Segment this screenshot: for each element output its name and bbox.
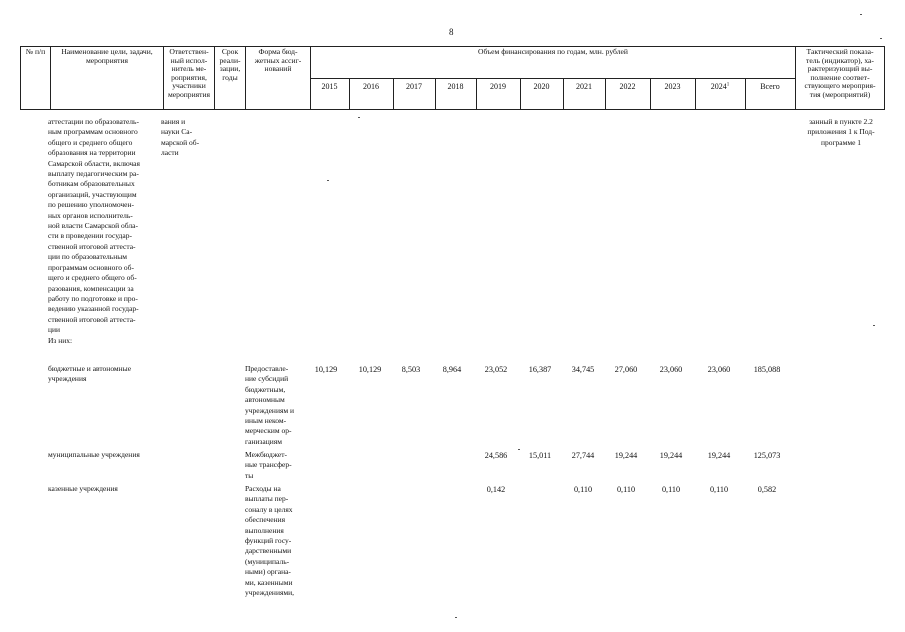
measure-description: аттестации по образователь- ным программам основного общего и среднего общего образования на территории Самарской области, включая выплату педагогическим ра- ботникам образовательных организаций, участвующим по решению уполномочен- ных органов исполнитель- ной власти Самарской обла- сти в проведении государ- ственной итоговой аттеста- ции по образовательным программам основного об- щего и среднего общего об- разования, компенсации за работу по подготовке и про- ведению указанной государ- ственной итоговой аттеста- ции: [48, 117, 140, 335]
page-number: 8: [449, 27, 454, 37]
table-header: [20, 46, 884, 110]
year-2017: 2017: [406, 82, 422, 91]
value-2019: 24,586: [484, 451, 508, 460]
value-2023: 19,244: [659, 451, 683, 460]
footnote-mark: 1: [726, 82, 730, 88]
year-2021: 2021: [576, 82, 592, 91]
value-total: 0,582: [757, 485, 777, 494]
value-2018: 8,964: [442, 365, 462, 374]
value-2015: 10,129: [314, 365, 338, 374]
col-form-header: Форма бюд- жетных ассиг- нований: [254, 47, 302, 74]
value-2019: 23,052: [484, 365, 508, 374]
scan-speck: [860, 14, 862, 15]
scan-speck: [358, 117, 360, 118]
row-form: Предоставле- ние субсидий бюджетным, автономным учреждениям и иным неком- мерческим ор- ганизациям: [245, 364, 295, 446]
col-term-header: Срок реали- зации, годы: [219, 47, 241, 82]
header-bottom-border: [20, 109, 884, 110]
value-2021: 27,744: [571, 451, 595, 460]
value-2020: 15,011: [528, 451, 552, 460]
col-financing-header: Объем финансирования по годам, млн. рублей: [478, 47, 628, 56]
col-target-header: Тактический показа- тель (индикатор), ха- рактеризующий вы- полнение соответ- ствующего мероприя- тия (мероприятий): [804, 47, 876, 99]
value-2024: 23,060: [707, 365, 731, 374]
scan-speck: [873, 325, 875, 326]
col-executor-header: Ответствен- ный испол- нитель ме- роприятия, участники мероприятия: [167, 47, 211, 99]
year-2024: [695, 82, 745, 91]
row-form: Межбюджет- ные трансфер- ты: [245, 450, 292, 480]
executor-text: вания и науки Са- марской об- ласти: [161, 117, 200, 158]
value-total: 185,088: [753, 365, 781, 374]
scan-speck: [880, 38, 882, 39]
year-total: Всего: [760, 82, 780, 91]
year-2023: 2023: [664, 82, 681, 91]
scan-speck: [455, 617, 457, 618]
year-2024-label: 2024: [710, 82, 727, 91]
value-total: 125,073: [753, 451, 781, 460]
years-divider: [310, 78, 795, 79]
value-2021: 0,110: [573, 485, 593, 494]
value-2021: 34,745: [571, 365, 595, 374]
value-2023: 0,110: [661, 485, 681, 494]
row-name: муниципальные учреждения: [48, 450, 140, 459]
col-number-header: № п/п: [25, 47, 46, 56]
scan-speck: [327, 180, 329, 181]
vline: [884, 46, 885, 110]
year-2016: 2016: [363, 82, 379, 91]
value-2023: 23,060: [659, 365, 683, 374]
value-2024: 0,110: [709, 485, 729, 494]
value-2022: 19,244: [614, 451, 638, 460]
target-indicator-text: занный в пункте 2.2 приложения 1 к Под- программе 1: [807, 117, 875, 147]
year-2020: 2020: [533, 82, 550, 91]
year-2018: 2018: [447, 82, 464, 91]
row-form: Расходы на выплаты пер- соналу в целях обеспечения выполнения функций госу- дарственными (муниципаль- ными) органа- ми, казенными учреждениями,: [245, 484, 295, 598]
value-2022: 0,110: [616, 485, 636, 494]
year-2019: 2019: [490, 82, 506, 91]
value-2022: 27,060: [614, 365, 638, 374]
year-2015: 2015: [321, 82, 338, 91]
year-2022: 2022: [619, 82, 636, 91]
row-name: казенные учреждения: [48, 484, 118, 493]
scan-speck: [518, 449, 520, 450]
value-2024: 19,244: [707, 451, 731, 460]
col-name-header: Наименование цели, задачи, мероприятия: [61, 47, 153, 65]
value-2019: 0,142: [486, 485, 506, 494]
row-name: бюджетные и автономные учреждения: [48, 364, 132, 384]
of-which-label: Из них:: [48, 336, 73, 345]
value-2020: 16,387: [528, 365, 552, 374]
value-2017: 8,503: [401, 365, 421, 374]
value-2016: 10,129: [358, 365, 382, 374]
